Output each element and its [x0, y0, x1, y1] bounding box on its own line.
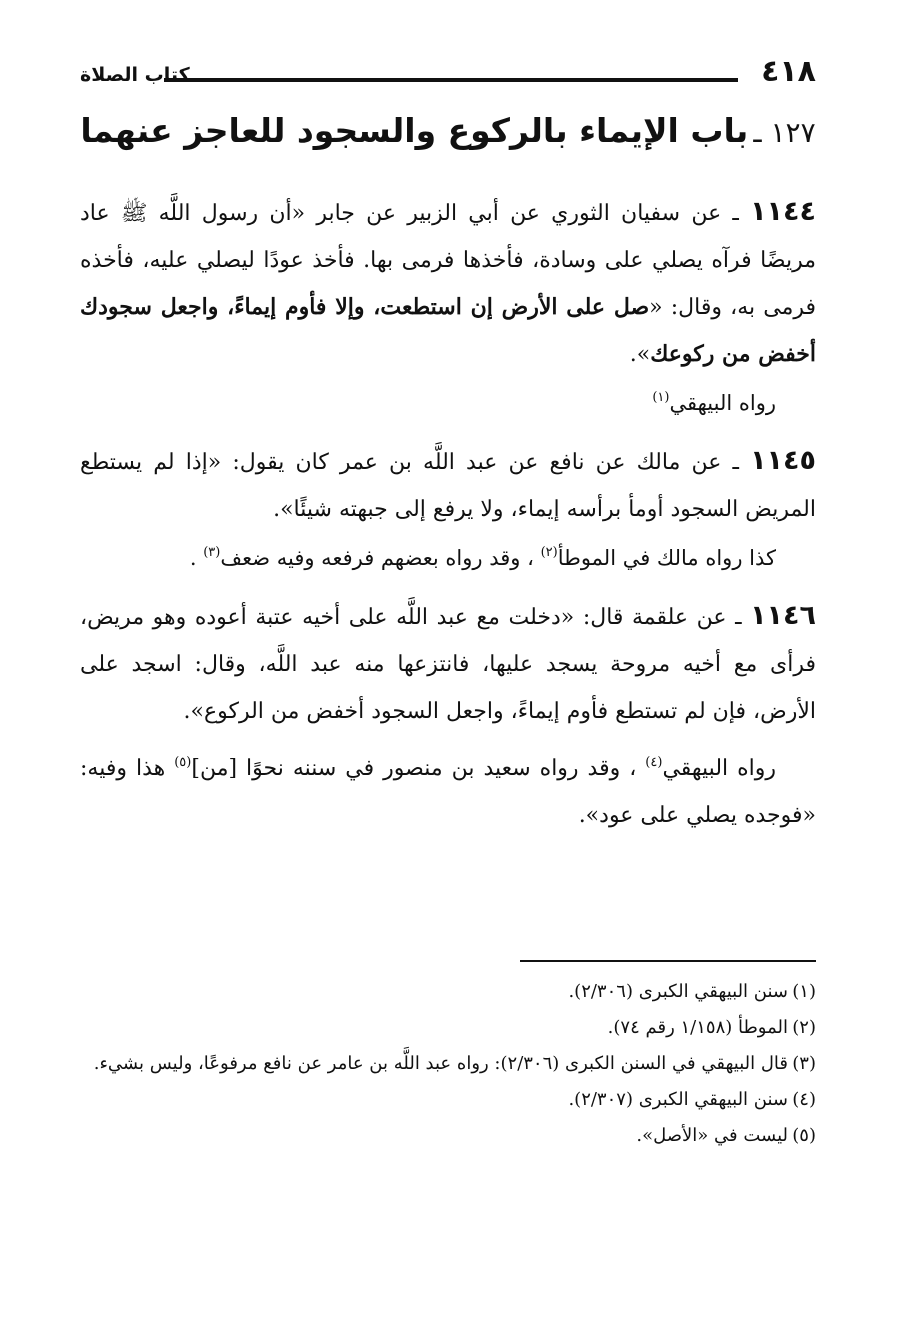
hadith-1144: ١١٤٤ ـ عن سفيان الثوري عن أبي الزبير عن جابر «أن رسول اللَّه ﷺ عاد مريضًا فرآه يصلي على وسادة، فأخذها فرمى بها. فأخذ عودًا ليصلي عليه، فأخذه فرمى به، وقال: «صل على الأرض إن استطعت، وإلا فأوم إيماءً، واجعل سجودك أخفض من ركوعك». [80, 196, 817, 367]
footnote-ref: (٣) [203, 545, 221, 560]
hadith-number: ١١٤٦ [750, 600, 816, 631]
hadith-text: ـ عن مالك عن نافع عن عبد اللَّه بن عمر كان يقول: «إذا لم يستطع المريض السجود أومأ برأسه إيماء، ولا يرفع إلى جبهته شيئًا». [80, 450, 816, 522]
footnote-text: قال البيهقي في السنن الكبرى (٢/٣٠٦): رواه عبد اللَّه بن عامر عن نافع مرفوعًا، وليس بشيء. [93, 1053, 788, 1074]
spacer [80, 735, 816, 745]
footnote-rule [520, 960, 816, 962]
header-rule [164, 78, 738, 82]
footnote-4 [80, 1082, 816, 1118]
hadith-quote: صل على الأرض إن استطعت، وإلا فأوم إيماءً، واجعل سجودك أخفض من ركوعك [80, 294, 816, 367]
footnote-2 [80, 1010, 816, 1046]
book-page [80, 52, 817, 1146]
hadith-1145 [80, 437, 816, 533]
hadith-number: ١١٤٤ [750, 196, 816, 227]
source-text: رواه البيهقي [669, 391, 776, 415]
footnote-text: سنن البيهقي الكبرى (٢/٣٠٦). [568, 981, 788, 1002]
note-text: . [189, 546, 204, 570]
footnote-5 [80, 1118, 816, 1154]
note-text: كذا رواه مالك في الموطأ [557, 546, 776, 570]
footnote-number: (٤) [792, 1089, 816, 1110]
hadith-text: ـ عن علقمة قال: «دخلت مع عبد اللَّه على أخيه عتبة أعوده وهو مريض، فرأى مع أخيه مروحة يسجد عليها، فانتزعها منه عبد اللَّه، وقال: اسجد على الأرض، فإن لم تستطع فأوم إيماءً، واجعل السجود أخفض من الركوع». [80, 605, 816, 724]
footnote-ref: (٢) [540, 545, 558, 560]
footnote-3 [80, 1046, 816, 1082]
chapter-title: باب الإيماء بالركوع والسجود للعاجز عنهما [80, 111, 749, 150]
footnote-ref: (١) [652, 390, 670, 405]
note-text: هذا وفيه: «فوجده يصلي على عود». [80, 756, 816, 828]
footnote-text: ليست في «الأصل». [636, 1125, 788, 1146]
footnote-number: (٣) [792, 1053, 816, 1074]
hadith-source-note [80, 745, 816, 839]
chapter-number: ١٢٧ ـ [753, 116, 816, 149]
page-number: ٤١٨ [761, 54, 816, 89]
footnote-text: سنن البيهقي الكبرى (٢/٣٠٧). [568, 1089, 788, 1110]
hadith-1146 [80, 592, 816, 735]
footnote-number: (١) [792, 981, 816, 1002]
note-text: ، وقد رواه بعضهم فرفعه وفيه ضعف [220, 546, 541, 570]
footnote-text: الموطأ (١/١٥٨ رقم ٧٤). [607, 1017, 788, 1038]
running-header [80, 52, 816, 96]
footnote-1 [80, 974, 816, 1010]
hadith-source-note [80, 535, 816, 582]
footnote-number: (٥) [792, 1125, 816, 1146]
footnote-ref: (٥) [174, 755, 192, 770]
chapter-heading [80, 108, 816, 160]
footnote-ref: (٤) [645, 755, 663, 770]
footnotes [80, 974, 816, 1154]
note-text: رواه البيهقي [662, 756, 777, 781]
hadith-number: ١١٤٥ [750, 445, 816, 476]
note-text: ، وقد رواه سعيد بن منصور في سننه نحوًا [من] [191, 756, 646, 781]
hadith-end: ». [629, 342, 651, 367]
hadith-text: ـ عن سفيان الثوري عن أبي الزبير عن جابر «أن رسول اللَّه ﷺ عاد مريضًا فرآه يصلي على وسادة، فأخذها فرمى بها. فأخذ عودًا ليصلي عليه، فأخذه فرمى به، وقال: [80, 201, 817, 320]
hadith-source-note [80, 380, 816, 427]
footnote-number: (٢) [792, 1017, 816, 1038]
book-title: كتاب الصلاة [80, 64, 190, 86]
